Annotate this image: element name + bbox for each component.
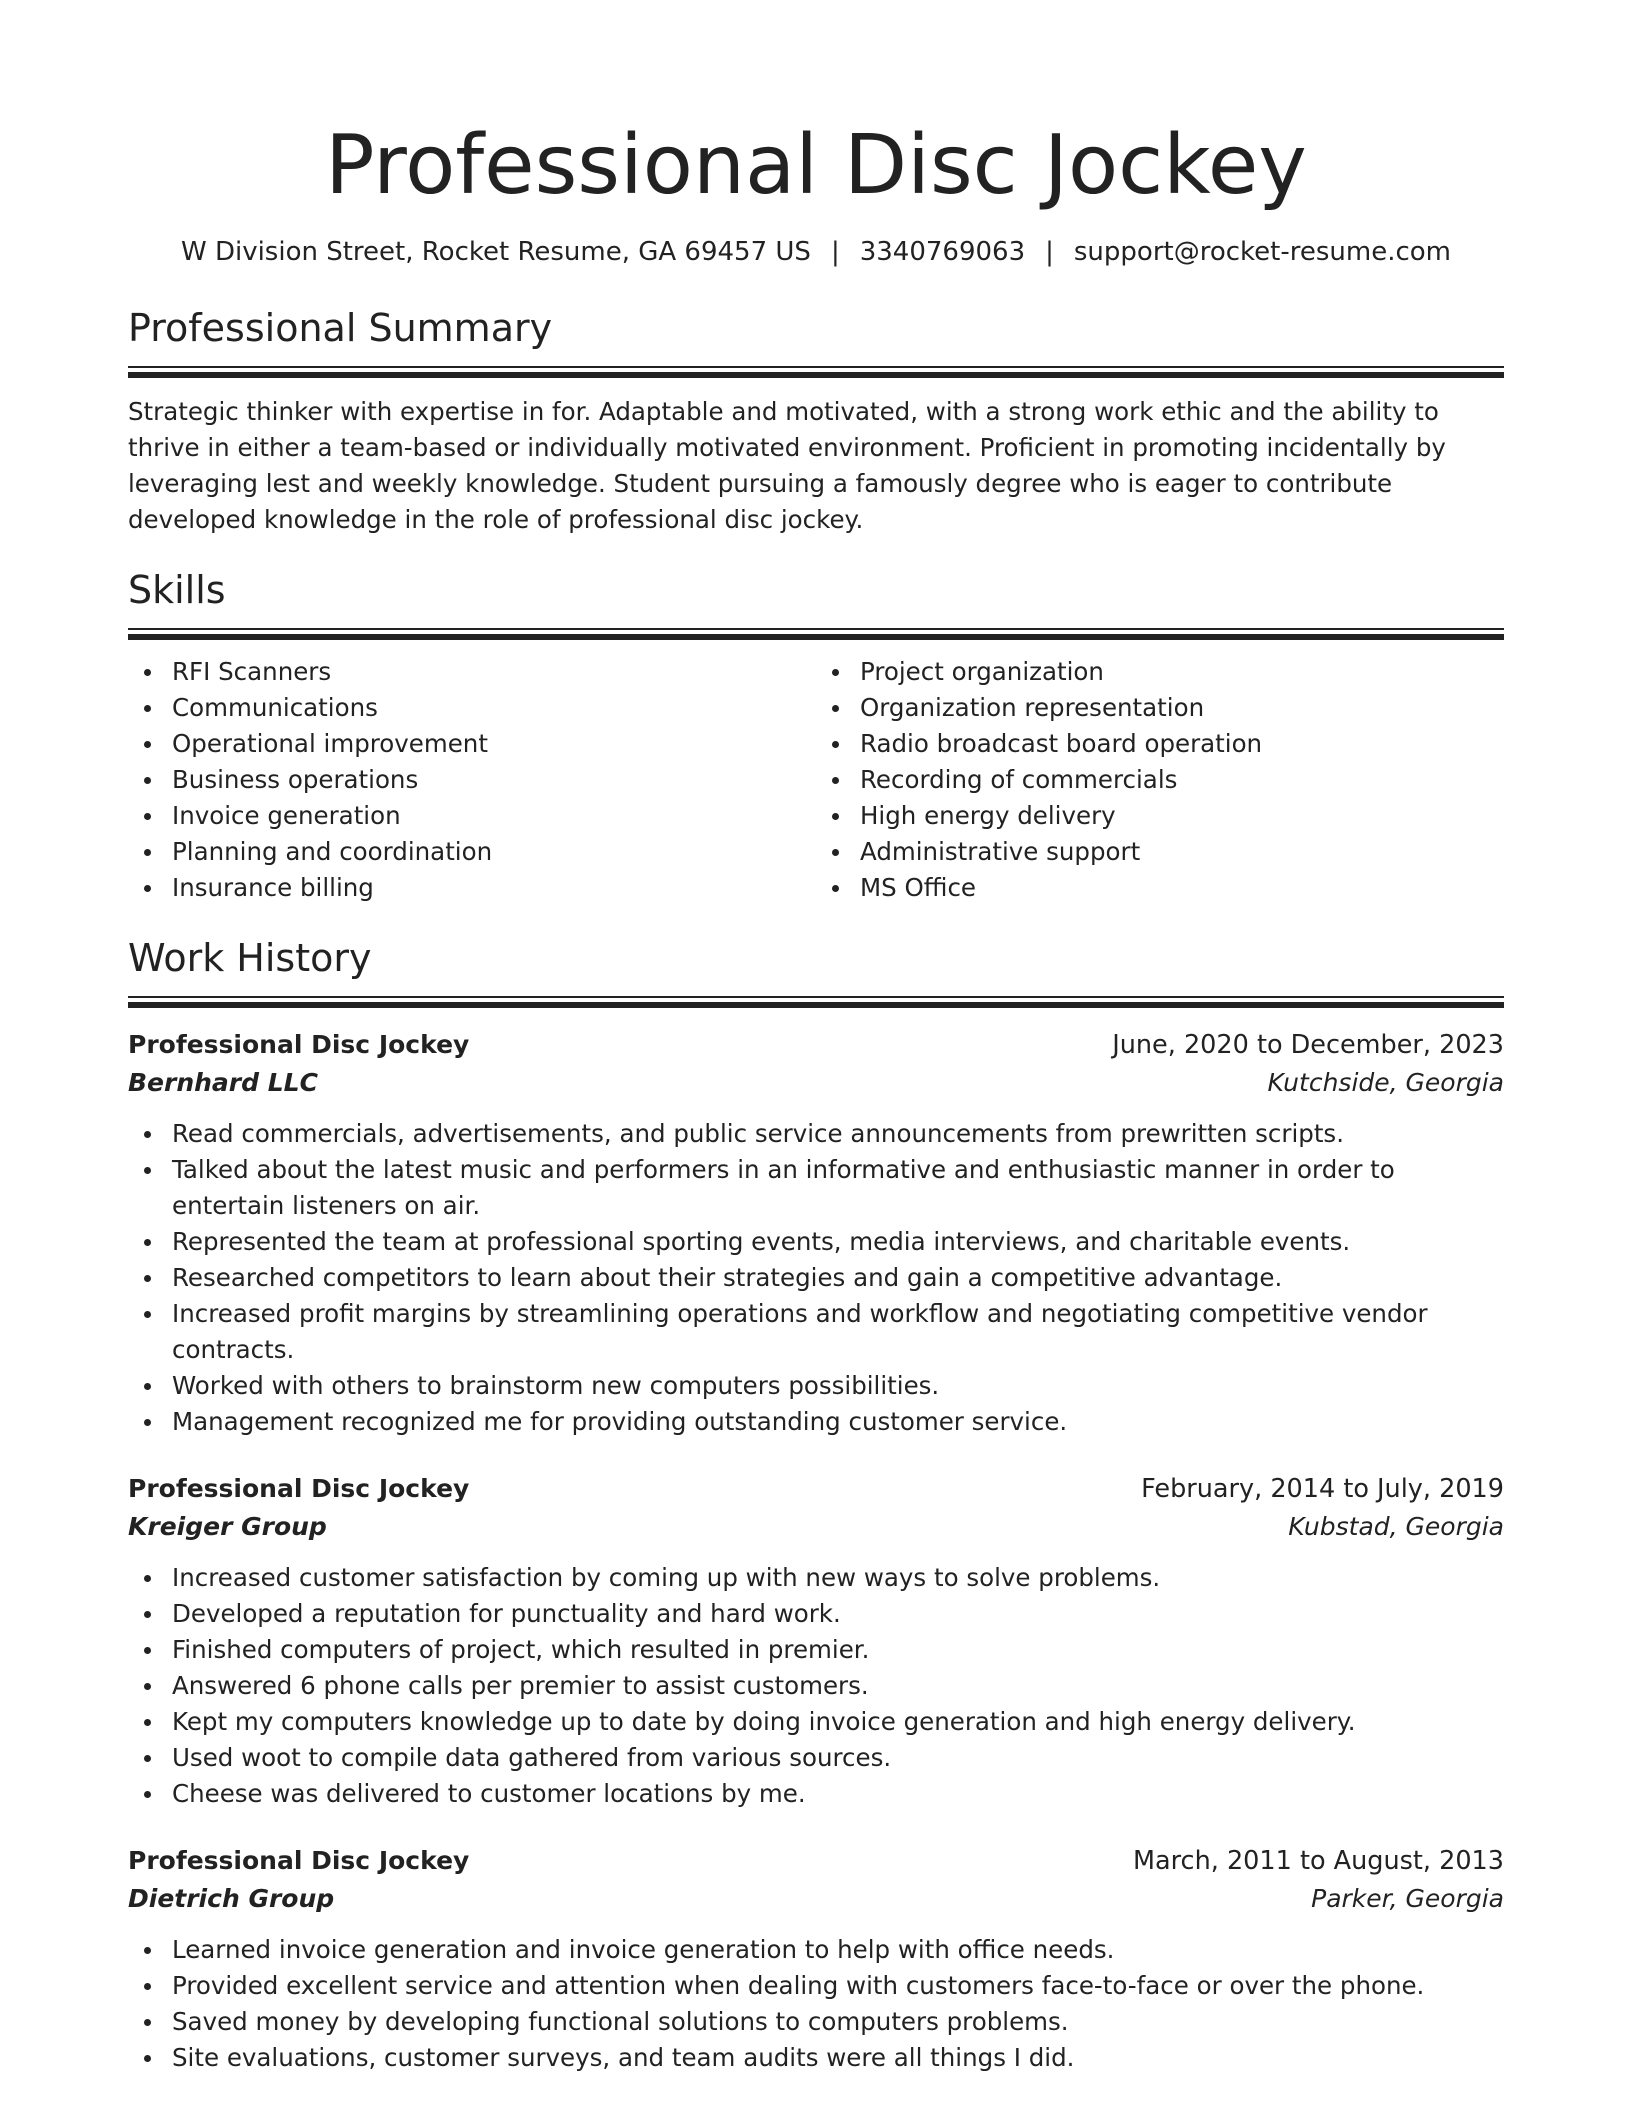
job-location: Kutchside, Georgia: [1267, 1068, 1504, 1097]
skill-item: Recording of commercials: [860, 762, 1504, 798]
job-dates: March, 2011 to August, 2013: [1133, 1846, 1504, 1876]
contact-separator: |: [830, 237, 840, 267]
summary-text: Strategic thinker with expertise in for. Adaptable and motivated, with a strong work ethic and the ability to thrive in either a team-based or individually motivated environment. Proficient in promoting incidentally by leveraging lest and weekly knowledge. Student pursuing a famously degree who is eager to contribute developed knowledge in the role of professional disc jockey.: [128, 397, 1446, 534]
skill-item: Operational improvement: [172, 726, 816, 762]
skills-column-left: [128, 654, 816, 906]
resume-page: [128, 0, 1504, 2076]
skill-item: Organization representation: [860, 690, 1504, 726]
skill-item: RFI Scanners: [172, 654, 816, 690]
job-location: Parker, Georgia: [1311, 1884, 1504, 1913]
section-divider: [128, 366, 1504, 378]
skill-item: Communications: [172, 690, 816, 726]
skill-item: Insurance billing: [172, 870, 816, 906]
job-bullet: Developed a reputation for punctuality and hard work.: [172, 1596, 1504, 1632]
work-history-heading: Work History: [128, 936, 372, 980]
job-bullet: Increased customer satisfaction by coming up with new ways to solve problems.: [172, 1560, 1504, 1596]
job-bullet: Read commercials, advertisements, and public service announcements from prewritten scripts.: [172, 1116, 1504, 1152]
job-company: Dietrich Group: [128, 1884, 335, 1913]
job-bullet: Finished computers of project, which resulted in premier.: [172, 1632, 1504, 1668]
job-bullet: Used woot to compile data gathered from various sources.: [172, 1740, 1504, 1776]
skill-item: Project organization: [860, 654, 1504, 690]
work-history-section: [128, 934, 1504, 2076]
job-bullet: Worked with others to brainstorm new computers possibilities.: [172, 1368, 1504, 1404]
skill-item: MS Office: [860, 870, 1504, 906]
contact-phone: 3340769063: [859, 237, 1026, 267]
contact-email: support@rocket-resume.com: [1073, 237, 1451, 267]
job-bullet: Management recognized me for providing outstanding customer service.: [172, 1404, 1504, 1440]
summary-heading: Professional Summary: [128, 306, 553, 350]
skills-grid: [128, 654, 1504, 906]
job-bullet: Increased profit margins by streamlining operations and workflow and negotiating competitive vendor contracts.: [172, 1296, 1504, 1368]
job-bullet: Talked about the latest music and performers in an informative and enthusiastic manner in order to entertain listeners on air.: [172, 1152, 1504, 1224]
job-bullets: [128, 1932, 1504, 2076]
job-bullet: Learned invoice generation and invoice generation to help with office needs.: [172, 1932, 1504, 1968]
section-divider: [128, 628, 1504, 640]
skill-item: Invoice generation: [172, 798, 816, 834]
job-bullet: Provided excellent service and attention when dealing with customers face-to-face or over the phone.: [172, 1968, 1504, 2004]
job-entry: [128, 1026, 1504, 1440]
skills-section: [128, 566, 1504, 906]
skill-item: Radio broadcast board operation: [860, 726, 1504, 762]
skill-item: Planning and coordination: [172, 834, 816, 870]
job-bullet: Answered 6 phone calls per premier to assist customers.: [172, 1668, 1504, 1704]
job-bullet: Cheese was delivered to customer locations by me.: [172, 1776, 1504, 1812]
job-bullet: Represented the team at professional sporting events, media interviews, and charitable events.: [172, 1224, 1504, 1260]
section-divider: [128, 996, 1504, 1008]
skill-item: High energy delivery: [860, 798, 1504, 834]
job-entry: [128, 1842, 1504, 2076]
contact-separator: |: [1045, 237, 1054, 267]
summary-section: [128, 304, 1504, 538]
job-bullet: Researched competitors to learn about their strategies and gain a competitive advantage.: [172, 1260, 1504, 1296]
job-title: Professional Disc Jockey: [128, 1474, 470, 1503]
job-company: Bernhard LLC: [128, 1068, 318, 1097]
job-title: Professional Disc Jockey: [128, 1030, 470, 1059]
job-bullet: Site evaluations, customer surveys, and team audits were all things I did.: [172, 2040, 1504, 2076]
job-entry: [128, 1470, 1504, 1812]
job-dates: June, 2020 to December, 2023: [1112, 1030, 1504, 1060]
skills-column-right: [816, 654, 1504, 906]
skills-heading: Skills: [128, 568, 226, 612]
job-bullets: [128, 1560, 1504, 1812]
job-bullet: Saved money by developing functional solutions to computers problems.: [172, 2004, 1504, 2040]
job-title: Professional Disc Jockey: [128, 1846, 470, 1875]
resume-name: Professional Disc Jockey: [325, 118, 1307, 213]
job-dates: February, 2014 to July, 2019: [1141, 1474, 1504, 1504]
job-bullets: [128, 1116, 1504, 1440]
skill-item: Administrative support: [860, 834, 1504, 870]
contact-address: W Division Street, Rocket Resume, GA 69457 US: [180, 237, 811, 267]
job-bullet: Kept my computers knowledge up to date by doing invoice generation and high energy delivery.: [172, 1704, 1504, 1740]
skill-item: Business operations: [172, 762, 816, 798]
contact-line: [128, 234, 1504, 270]
job-location: Kubstad, Georgia: [1288, 1512, 1504, 1541]
job-company: Kreiger Group: [128, 1512, 327, 1541]
